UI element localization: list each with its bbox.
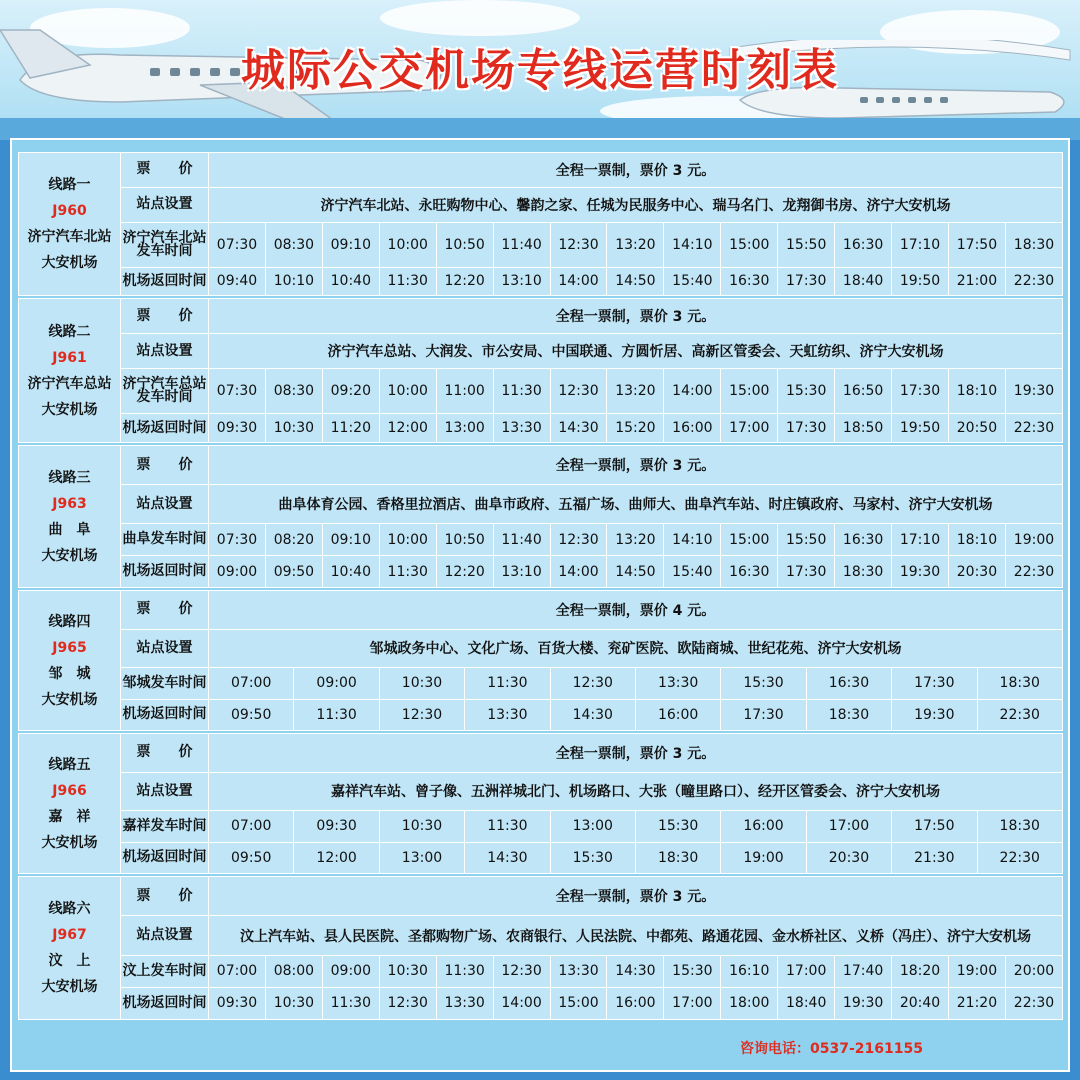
return-time: 21:20 xyxy=(948,987,1005,1019)
depart-time: 18:20 xyxy=(892,955,949,987)
return-time: 18:50 xyxy=(835,414,892,443)
depart-time: 15:50 xyxy=(778,222,835,267)
depart-time: 17:30 xyxy=(892,369,949,414)
return-time: 14:50 xyxy=(607,556,664,588)
return-time: 12:00 xyxy=(379,414,436,443)
route-table xyxy=(18,876,1063,1020)
return-time: 17:30 xyxy=(721,699,806,730)
return-time: 11:30 xyxy=(322,987,379,1019)
return-time: 16:30 xyxy=(721,556,778,588)
route-origin: 济宁汽车总站 xyxy=(27,375,112,392)
route-info xyxy=(19,877,121,1020)
depart-time: 12:30 xyxy=(550,668,635,699)
depart-time: 19:00 xyxy=(1005,524,1062,556)
return-time: 20:50 xyxy=(948,414,1005,443)
return-time: 09:00 xyxy=(209,556,266,588)
return-label: 机场返回时间 xyxy=(121,414,209,443)
return-time: 13:00 xyxy=(436,414,493,443)
depart-time: 13:20 xyxy=(607,524,664,556)
return-time: 20:30 xyxy=(948,556,1005,588)
return-time: 20:30 xyxy=(806,842,891,873)
price-label: 票 价 xyxy=(121,153,209,188)
depart-time: 14:10 xyxy=(664,222,721,267)
depart-time: 17:40 xyxy=(835,955,892,987)
return-time: 20:40 xyxy=(892,987,949,1019)
return-time: 13:00 xyxy=(379,842,464,873)
return-time: 11:30 xyxy=(379,556,436,588)
header-banner xyxy=(0,0,1080,140)
return-time: 12:30 xyxy=(379,699,464,730)
route-table xyxy=(18,445,1063,588)
return-time: 18:40 xyxy=(778,987,835,1019)
return-time: 13:30 xyxy=(436,987,493,1019)
route-destination: 大安机场 xyxy=(41,547,98,564)
return-label: 机场返回时间 xyxy=(121,987,209,1019)
return-time: 13:30 xyxy=(465,699,550,730)
route-origin: 济宁汽车北站 xyxy=(27,229,112,245)
depart-time: 07:30 xyxy=(209,369,266,414)
return-time: 10:10 xyxy=(265,267,322,295)
route-info xyxy=(19,446,121,588)
route-origin: 邹 城 xyxy=(48,665,91,682)
price-label: 票 价 xyxy=(121,877,209,916)
route-table xyxy=(18,152,1063,296)
route-destination: 大安机场 xyxy=(41,255,98,271)
depart-time: 15:50 xyxy=(778,524,835,556)
depart-time: 12:30 xyxy=(493,955,550,987)
depart-time: 09:10 xyxy=(322,524,379,556)
return-time: 16:30 xyxy=(721,267,778,295)
route-info xyxy=(19,299,121,443)
depart-time: 17:10 xyxy=(892,222,949,267)
return-time: 22:30 xyxy=(977,842,1062,873)
route-origin: 汶 上 xyxy=(48,953,91,969)
return-time: 22:30 xyxy=(1005,987,1062,1019)
depart-time: 17:00 xyxy=(778,955,835,987)
price-label: 票 价 xyxy=(121,446,209,485)
depart-time: 18:30 xyxy=(977,668,1062,699)
return-time: 12:20 xyxy=(436,267,493,295)
depart-time: 18:30 xyxy=(1005,222,1062,267)
route-info xyxy=(19,591,121,731)
return-time: 13:10 xyxy=(493,556,550,588)
price-value: 全程一票制，票价 3 元。 xyxy=(209,734,1063,773)
return-time: 09:50 xyxy=(265,556,322,588)
return-time: 18:00 xyxy=(721,987,778,1019)
route-line: 线路五 xyxy=(48,756,91,773)
depart-time: 17:50 xyxy=(892,811,977,842)
route-table xyxy=(18,733,1063,874)
depart-time: 16:30 xyxy=(806,668,891,699)
return-time: 18:30 xyxy=(806,699,891,730)
stops-label: 站点设置 xyxy=(121,485,209,524)
route-code: J960 xyxy=(52,203,87,219)
depart-time: 12:30 xyxy=(550,369,607,414)
depart-time: 08:30 xyxy=(265,369,322,414)
route-info xyxy=(19,734,121,874)
page-title: 城际公交机场专线运营时刻表 xyxy=(241,45,839,96)
depart-time: 09:30 xyxy=(294,811,379,842)
depart-time: 18:10 xyxy=(948,369,1005,414)
depart-time: 15:00 xyxy=(721,524,778,556)
return-time: 15:40 xyxy=(664,267,721,295)
depart-time: 08:20 xyxy=(265,524,322,556)
return-time: 22:30 xyxy=(1005,556,1062,588)
return-time: 19:50 xyxy=(892,414,949,443)
depart-time: 16:30 xyxy=(835,524,892,556)
route-info xyxy=(19,153,121,296)
return-time: 22:30 xyxy=(1005,267,1062,295)
return-time: 11:20 xyxy=(322,414,379,443)
depart-time: 10:30 xyxy=(379,811,464,842)
route-origin: 嘉 祥 xyxy=(48,808,91,825)
depart-time: 07:00 xyxy=(209,668,294,699)
return-time: 17:30 xyxy=(778,556,835,588)
return-time: 13:10 xyxy=(493,267,550,295)
depart-time: 09:00 xyxy=(294,668,379,699)
depart-time: 10:50 xyxy=(436,524,493,556)
route-destination: 大安机场 xyxy=(41,691,98,708)
return-time: 11:30 xyxy=(294,699,379,730)
depart-time: 12:30 xyxy=(550,222,607,267)
depart-time: 13:00 xyxy=(550,811,635,842)
return-time: 17:00 xyxy=(664,987,721,1019)
route-code: J965 xyxy=(52,639,87,656)
stops-list: 邹城政务中心、文化广场、百货大楼、兖矿医院、欧陆商城、世纪花苑、济宁大安机场 xyxy=(209,629,1063,668)
sea-strip xyxy=(0,118,1080,140)
depart-time: 19:00 xyxy=(948,955,1005,987)
return-label: 机场返回时间 xyxy=(121,699,209,730)
depart-time: 11:30 xyxy=(493,369,550,414)
depart-time: 10:00 xyxy=(379,222,436,267)
stops-label: 站点设置 xyxy=(121,629,209,668)
return-time: 14:00 xyxy=(493,987,550,1019)
return-time: 19:30 xyxy=(835,987,892,1019)
return-time: 09:30 xyxy=(209,414,266,443)
depart-time: 14:10 xyxy=(664,524,721,556)
return-time: 09:30 xyxy=(209,987,266,1019)
return-label: 机场返回时间 xyxy=(121,267,209,295)
return-time: 11:30 xyxy=(379,267,436,295)
depart-time: 07:00 xyxy=(209,811,294,842)
depart-time: 20:00 xyxy=(1005,955,1062,987)
depart-time: 10:00 xyxy=(379,369,436,414)
return-time: 14:30 xyxy=(550,699,635,730)
depart-time: 10:00 xyxy=(379,524,436,556)
depart-time: 08:30 xyxy=(265,222,322,267)
depart-label: 济宁汽车总站发车时间 xyxy=(121,369,209,414)
return-time: 14:00 xyxy=(550,267,607,295)
route-line: 线路四 xyxy=(48,613,91,630)
return-time: 13:30 xyxy=(493,414,550,443)
route-code: J966 xyxy=(52,782,87,799)
return-time: 14:50 xyxy=(607,267,664,295)
depart-time: 18:30 xyxy=(977,811,1062,842)
depart-time: 17:00 xyxy=(806,811,891,842)
depart-time: 07:00 xyxy=(209,955,266,987)
return-time: 18:40 xyxy=(835,267,892,295)
return-time: 10:40 xyxy=(322,556,379,588)
return-time: 09:50 xyxy=(209,699,294,730)
return-time: 10:40 xyxy=(322,267,379,295)
price-label: 票 价 xyxy=(121,734,209,773)
depart-time: 15:00 xyxy=(721,369,778,414)
contact-phone: 咨询电话：0537-2161155 xyxy=(740,1041,923,1057)
return-time: 16:00 xyxy=(664,414,721,443)
depart-time: 13:20 xyxy=(607,369,664,414)
return-time: 19:30 xyxy=(892,556,949,588)
depart-time: 15:30 xyxy=(664,955,721,987)
depart-time: 11:30 xyxy=(465,811,550,842)
route-code: J963 xyxy=(52,495,87,512)
depart-time: 09:20 xyxy=(322,369,379,414)
price-value: 全程一票制，票价 3 元。 xyxy=(209,446,1063,485)
depart-time: 11:40 xyxy=(493,524,550,556)
route-destination: 大安机场 xyxy=(41,979,98,995)
stops-label: 站点设置 xyxy=(121,334,209,369)
return-time: 15:20 xyxy=(607,414,664,443)
price-value: 全程一票制，票价 3 元。 xyxy=(209,299,1063,334)
stops-list: 嘉祥汽车站、曾子像、五洲祥城北门、机场路口、大张（疃里路口）、经开区管委会、济宁大安机场 xyxy=(209,772,1063,811)
return-time: 14:30 xyxy=(550,414,607,443)
return-time: 14:00 xyxy=(550,556,607,588)
return-time: 16:00 xyxy=(607,987,664,1019)
route-code: J967 xyxy=(52,927,87,943)
return-time: 17:30 xyxy=(778,414,835,443)
depart-time: 09:10 xyxy=(322,222,379,267)
return-time: 21:00 xyxy=(948,267,1005,295)
return-time: 19:50 xyxy=(892,267,949,295)
depart-time: 07:30 xyxy=(209,524,266,556)
depart-time: 11:30 xyxy=(436,955,493,987)
return-time: 18:30 xyxy=(835,556,892,588)
depart-time: 13:30 xyxy=(635,668,720,699)
route-destination: 大安机场 xyxy=(41,401,98,418)
return-time: 12:00 xyxy=(294,842,379,873)
return-time: 12:20 xyxy=(436,556,493,588)
depart-time: 11:30 xyxy=(465,668,550,699)
return-time: 10:30 xyxy=(265,987,322,1019)
route-origin: 曲 阜 xyxy=(48,521,91,538)
route-table xyxy=(18,298,1063,443)
route-table xyxy=(18,590,1063,731)
price-value: 全程一票制，票价 3 元。 xyxy=(209,877,1063,916)
stops-label: 站点设置 xyxy=(121,187,209,222)
stops-label: 站点设置 xyxy=(121,916,209,955)
return-time: 15:40 xyxy=(664,556,721,588)
return-time: 14:30 xyxy=(465,842,550,873)
route-destination: 大安机场 xyxy=(41,834,98,851)
stops-list: 济宁汽车北站、永旺购物中心、馨韵之家、任城为民服务中心、瑞马名门、龙翔御书房、济宁大安机场 xyxy=(209,187,1063,222)
depart-time: 10:30 xyxy=(379,668,464,699)
depart-time: 16:10 xyxy=(721,955,778,987)
depart-time: 15:30 xyxy=(721,668,806,699)
return-time: 15:30 xyxy=(550,842,635,873)
stops-list: 济宁汽车总站、大润发、市公安局、中国联通、方圆忻居、高新区管委会、天虹纺织、济宁大安机场 xyxy=(209,334,1063,369)
return-label: 机场返回时间 xyxy=(121,842,209,873)
return-time: 22:30 xyxy=(977,699,1062,730)
return-time: 17:30 xyxy=(778,267,835,295)
depart-time: 11:40 xyxy=(493,222,550,267)
depart-time: 08:00 xyxy=(265,955,322,987)
depart-time: 19:30 xyxy=(1005,369,1062,414)
return-time: 16:00 xyxy=(635,699,720,730)
depart-time: 17:30 xyxy=(892,668,977,699)
return-time: 19:30 xyxy=(892,699,977,730)
depart-time: 11:00 xyxy=(436,369,493,414)
return-time: 12:30 xyxy=(379,987,436,1019)
depart-time: 12:30 xyxy=(550,524,607,556)
depart-time: 15:30 xyxy=(778,369,835,414)
depart-label: 邹城发车时间 xyxy=(121,668,209,699)
depart-time: 15:30 xyxy=(635,811,720,842)
return-time: 17:00 xyxy=(721,414,778,443)
depart-time: 07:30 xyxy=(209,222,266,267)
price-value: 全程一票制，票价 4 元。 xyxy=(209,591,1063,630)
price-label: 票 价 xyxy=(121,591,209,630)
depart-time: 15:00 xyxy=(721,222,778,267)
depart-time: 16:00 xyxy=(721,811,806,842)
depart-label: 嘉祥发车时间 xyxy=(121,811,209,842)
return-time: 09:40 xyxy=(209,267,266,295)
route-line: 线路二 xyxy=(48,323,91,340)
stops-list: 汶上汽车站、县人民医院、圣都购物广场、农商银行、人民法院、中都苑、路通花园、金水桥社区、义桥（冯庄）、济宁大安机场 xyxy=(209,916,1063,955)
route-line: 线路六 xyxy=(48,901,91,917)
depart-time: 17:50 xyxy=(948,222,1005,267)
route-line: 线路三 xyxy=(48,469,91,486)
depart-label: 济宁汽车北站发车时间 xyxy=(121,222,209,267)
stops-list: 曲阜体育公园、香格里拉酒店、曲阜市政府、五福广场、曲师大、曲阜汽车站、时庄镇政府、马家村、济宁大安机场 xyxy=(209,485,1063,524)
return-time: 19:00 xyxy=(721,842,806,873)
return-time: 09:50 xyxy=(209,842,294,873)
depart-time: 16:50 xyxy=(835,369,892,414)
depart-time: 14:30 xyxy=(607,955,664,987)
return-time: 10:30 xyxy=(265,414,322,443)
stops-label: 站点设置 xyxy=(121,772,209,811)
depart-time: 18:10 xyxy=(948,524,1005,556)
depart-time: 14:00 xyxy=(664,369,721,414)
return-label: 机场返回时间 xyxy=(121,556,209,588)
price-label: 票 价 xyxy=(121,299,209,334)
return-time: 15:00 xyxy=(550,987,607,1019)
depart-label: 汶上发车时间 xyxy=(121,955,209,987)
depart-time: 09:00 xyxy=(322,955,379,987)
depart-time: 13:20 xyxy=(607,222,664,267)
depart-time: 17:10 xyxy=(892,524,949,556)
return-time: 21:30 xyxy=(892,842,977,873)
route-code: J961 xyxy=(52,349,87,366)
depart-label: 曲阜发车时间 xyxy=(121,524,209,556)
return-time: 18:30 xyxy=(635,842,720,873)
depart-time: 10:30 xyxy=(379,955,436,987)
depart-time: 13:30 xyxy=(550,955,607,987)
price-value: 全程一票制，票价 3 元。 xyxy=(209,153,1063,188)
depart-time: 10:50 xyxy=(436,222,493,267)
route-line: 线路一 xyxy=(48,177,91,193)
depart-time: 16:30 xyxy=(835,222,892,267)
return-time: 22:30 xyxy=(1005,414,1062,443)
